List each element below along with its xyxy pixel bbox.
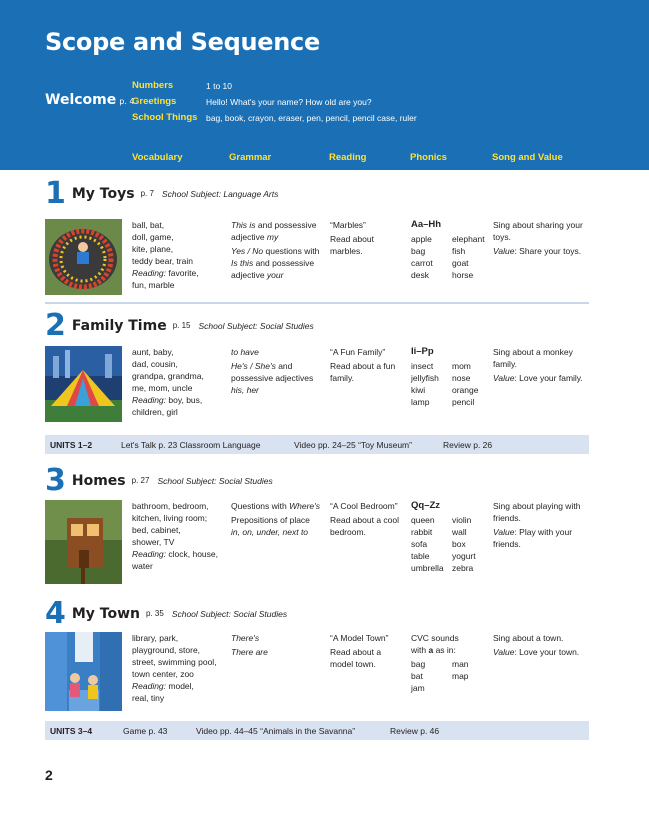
- unit-subject: School Subject: Language Arts: [161, 188, 279, 199]
- phonics-word: map: [452, 671, 469, 681]
- column-header-reading: Reading: [329, 152, 367, 163]
- reading-words: boy, bus,: [166, 395, 203, 405]
- vocab-reading: [132, 680, 229, 692]
- phonics-word: apple: [411, 234, 432, 244]
- vocab-line: library, park,: [132, 633, 179, 643]
- welcome-page: p. 4: [119, 97, 135, 106]
- value-words: : Play with your friends.: [493, 527, 573, 549]
- phonics-word: bag: [411, 246, 426, 256]
- grammar-italic: in, on, under, next to: [231, 527, 309, 537]
- grammar-text: and: [275, 361, 293, 371]
- grammar-italic: He's / She's: [231, 361, 276, 371]
- reading-words: children, girl: [132, 407, 178, 417]
- value-text: [493, 526, 589, 550]
- reading-words: clock, house,: [166, 549, 219, 559]
- unit-3-photo: [45, 500, 122, 584]
- phonics-word: violin: [452, 515, 472, 525]
- unit-page: p. 15: [172, 321, 191, 330]
- phonics-heading: Aa–Hh: [411, 219, 442, 230]
- value-words: : Love your family.: [514, 373, 583, 383]
- reading-words: model,: [166, 681, 194, 691]
- unit-1-reading: [330, 219, 405, 257]
- phonics-heading: Qq–Zz: [411, 500, 441, 511]
- unit-4-reading: [330, 632, 405, 670]
- unit-2-vocabulary: [132, 346, 226, 418]
- column-header-phonics: Phonics: [410, 152, 447, 163]
- unit-4-vocabulary: [132, 632, 229, 704]
- phonics-word: orange: [452, 385, 479, 395]
- column-header-vocabulary: Vocabulary: [132, 152, 183, 163]
- unit-1-grammar: [231, 219, 326, 281]
- unit-2-phonics: [411, 346, 493, 408]
- unit-3-grammar: [231, 500, 327, 538]
- phonics-word: box: [452, 539, 466, 549]
- review-bar-item: Let's Talk p. 23 Classroom Language: [121, 440, 261, 450]
- review-bar-item: Video pp. 44–45 “Animals in the Savanna”: [196, 726, 356, 736]
- value-words: : Love your town.: [514, 647, 580, 657]
- song-text: Sing about a monkey family.: [493, 347, 573, 369]
- grammar-text: and possessive: [253, 258, 315, 268]
- phonics-word: zebra: [452, 563, 474, 573]
- reading-description: Read about a fun family.: [330, 361, 396, 383]
- page-number: 2: [45, 767, 53, 783]
- reading-words: water: [132, 561, 153, 571]
- vocab-line: doll, game,: [132, 232, 174, 242]
- phonics-word: nose: [452, 373, 471, 383]
- unit-4-photo: [45, 632, 122, 711]
- unit-subject: School Subject: Social Studies: [157, 475, 273, 486]
- reading-title: “A Cool Bedroom”: [330, 501, 398, 511]
- unit-subject: School Subject: Social Studies: [171, 608, 288, 619]
- unit-2-title: [45, 308, 314, 343]
- vocab-line: grandpa, grandma,: [132, 371, 204, 381]
- grammar-text: adjective: [231, 232, 267, 242]
- vocab-line: me, mom, uncle: [132, 383, 193, 393]
- grammar-line: [231, 257, 326, 269]
- unit-page: p. 27: [131, 476, 150, 485]
- vocab-reading: [132, 267, 226, 279]
- review-bar-label: UNITS 3–4: [50, 726, 93, 736]
- unit-4-song-value: [493, 632, 589, 658]
- grammar-text: Prepositions of place: [231, 515, 310, 525]
- page-title: Scope and Sequence: [45, 28, 320, 56]
- unit-1-phonics: [411, 219, 493, 281]
- welcome-row-label: School Things: [132, 112, 198, 123]
- unit-3-reading: [330, 500, 408, 538]
- value-label: Value: [493, 527, 515, 537]
- phonics-word: pencil: [452, 397, 475, 407]
- value-label: Value: [493, 647, 515, 657]
- vocab-line: teddy bear, train: [132, 256, 193, 266]
- header-banner: [0, 0, 649, 170]
- phonics-heading-text: with: [411, 645, 429, 655]
- phonics-word: table: [411, 551, 430, 561]
- grammar-line: [231, 245, 326, 257]
- vocab-line: kitchen, living room;: [132, 513, 208, 523]
- reading-label: Reading:: [132, 549, 167, 559]
- song-text: Sing about playing with friends.: [493, 501, 581, 523]
- vocab-line: aunt, baby,: [132, 347, 174, 357]
- phonics-heading: [411, 644, 493, 656]
- unit-name: Family Time: [71, 317, 167, 334]
- unit-3-phonics: [411, 500, 493, 574]
- grammar-line: [231, 219, 326, 231]
- unit-1-title: [45, 176, 278, 211]
- unit-name: My Town: [71, 605, 141, 622]
- unit-4-grammar: [231, 632, 326, 658]
- unit-number: 1: [45, 176, 66, 211]
- unit-2-grammar: [231, 346, 326, 396]
- welcome-label: Welcome: [45, 92, 117, 108]
- value-label: Value: [493, 246, 515, 256]
- grammar-text: questions with: [263, 246, 320, 256]
- unit-number: 2: [45, 308, 66, 343]
- phonics-word: rabbit: [411, 527, 433, 537]
- phonics-words: [411, 233, 493, 281]
- unit-subject: School Subject: Social Studies: [198, 320, 314, 331]
- review-bar-item: Review p. 26: [443, 440, 493, 450]
- vocab-line: town center, zoo: [132, 669, 194, 679]
- unit-name: My Toys: [71, 185, 135, 202]
- phonics-heading-letter: a: [428, 645, 434, 655]
- review-bar-label: UNITS 1–2: [50, 440, 93, 450]
- song-text: Sing about a town.: [493, 633, 564, 643]
- phonics-word: horse: [452, 270, 474, 280]
- unit-3-title: [45, 463, 273, 498]
- phonics-word: carrot: [411, 258, 433, 268]
- unit-4-title: [45, 596, 287, 631]
- phonics-word: umbrella: [411, 563, 444, 573]
- unit-number: 3: [45, 463, 66, 498]
- phonics-words: [411, 514, 493, 574]
- phonics-word: yogurt: [452, 551, 476, 561]
- value-label: Value: [493, 373, 515, 383]
- value-text: [493, 245, 589, 257]
- grammar-italic: to have: [231, 347, 259, 357]
- phonics-word: desk: [411, 270, 429, 280]
- unit-2-reading: [330, 346, 405, 384]
- phonics-heading-text: as in:: [433, 645, 456, 655]
- phonics-words: [411, 658, 493, 694]
- unit-name: Homes: [71, 472, 126, 489]
- reading-words: fun, marble: [132, 280, 175, 290]
- vocab-line: shower, TV: [132, 537, 175, 547]
- unit-number: 4: [45, 596, 66, 631]
- reading-description: Read about marbles.: [330, 234, 374, 256]
- grammar-italic: There are: [231, 647, 268, 657]
- vocab-reading: [132, 394, 226, 406]
- unit-1-song-value: [493, 219, 589, 257]
- unit-1-photo: [45, 219, 122, 295]
- vocab-line: dad, cousin,: [132, 359, 178, 369]
- phonics-word: [452, 682, 492, 694]
- grammar-italic: This is: [231, 220, 256, 230]
- value-text: [493, 646, 589, 658]
- vocab-line: bathroom, bedroom,: [132, 501, 209, 511]
- grammar-text: possessive adjectives: [231, 373, 314, 383]
- reading-label: Reading:: [132, 395, 167, 405]
- reading-title: “A Model Town”: [330, 633, 389, 643]
- grammar-italic: There's: [231, 633, 260, 643]
- welcome-row-value: bag, book, crayon, eraser, pen, pencil, pencil case, ruler: [206, 113, 417, 123]
- value-text: [493, 372, 589, 384]
- unit-3-song-value: [493, 500, 589, 550]
- phonics-word: wall: [452, 527, 467, 537]
- phonics-word: jam: [411, 683, 425, 693]
- phonics-heading: Ii–Pp: [411, 346, 434, 357]
- welcome-row-value: 1 to 10: [206, 81, 232, 91]
- unit-4-phonics: [411, 632, 493, 694]
- review-bar-item: Game p. 43: [123, 726, 168, 736]
- reading-words: real, tiny: [132, 693, 165, 703]
- unit-page: p. 35: [146, 609, 164, 618]
- phonics-word: man: [452, 659, 469, 669]
- phonics-word: mom: [452, 361, 471, 371]
- review-bar-units-1-2: [45, 435, 589, 454]
- unit-page: p. 7: [140, 189, 154, 198]
- vocab-line: kite, plane,: [132, 244, 174, 254]
- phonics-word: queen: [411, 515, 435, 525]
- reading-title: “A Fun Family”: [330, 347, 386, 357]
- vocab-reading: [132, 548, 229, 560]
- reading-words: favorite,: [166, 268, 199, 278]
- phonics-words: [411, 360, 493, 408]
- phonics-word: goat: [452, 258, 469, 268]
- review-bar-item: Video pp. 24–25 “Toy Museum”: [294, 440, 412, 450]
- value-words: : Share your toys.: [514, 246, 582, 256]
- vocab-line: street, swimming pool,: [132, 657, 217, 667]
- reading-title: “Marbles”: [330, 220, 366, 230]
- grammar-line: [231, 231, 326, 243]
- vocab-line: bed, cabinet,: [132, 525, 181, 535]
- grammar-text: Questions with: [231, 501, 290, 511]
- section-divider: [45, 302, 589, 304]
- welcome-heading: [45, 92, 135, 108]
- grammar-line: [231, 360, 326, 372]
- grammar-italic: Yes / No: [231, 246, 264, 256]
- phonics-heading: CVC sounds: [411, 633, 459, 643]
- grammar-line: [231, 269, 326, 281]
- unit-2-song-value: [493, 346, 589, 384]
- welcome-row-label: Greetings: [132, 96, 177, 107]
- unit-3-vocabulary: [132, 500, 229, 572]
- grammar-line: [231, 500, 327, 512]
- phonics-word: bag: [411, 659, 426, 669]
- unit-1-vocabulary: [132, 219, 226, 291]
- grammar-italic: my: [266, 232, 279, 242]
- phonics-word: elephant: [452, 234, 485, 244]
- grammar-text: adjective: [231, 270, 267, 280]
- vocab-line: ball, bat,: [132, 220, 165, 230]
- welcome-row-label: Numbers: [132, 80, 174, 91]
- phonics-word: fish: [452, 246, 466, 256]
- phonics-word: kiwi: [411, 385, 426, 395]
- song-text: Sing about sharing your toys.: [493, 220, 583, 242]
- reading-label: Reading:: [132, 681, 167, 691]
- phonics-word: lamp: [411, 397, 430, 407]
- grammar-text: and possessive: [255, 220, 317, 230]
- unit-2-photo: [45, 346, 122, 422]
- grammar-italic: his, her: [231, 385, 259, 395]
- reading-description: Read about a model town.: [330, 647, 382, 669]
- phonics-word: jellyfish: [411, 373, 439, 383]
- phonics-word: insect: [411, 361, 434, 371]
- vocab-line: playground, store,: [132, 645, 201, 655]
- welcome-row-value: Hello! What's your name? How old are you?: [206, 97, 372, 107]
- column-header-grammar: Grammar: [229, 152, 272, 163]
- reading-description: Read about a cool bedroom.: [330, 515, 399, 537]
- reading-label: Reading:: [132, 268, 167, 278]
- review-bar-item: Review p. 46: [390, 726, 440, 736]
- review-bar-units-3-4: [45, 721, 589, 740]
- grammar-italic: Where's: [289, 501, 321, 511]
- phonics-word: bat: [411, 671, 423, 681]
- phonics-word: sofa: [411, 539, 428, 549]
- column-header-song-and-value: Song and Value: [492, 152, 563, 163]
- grammar-italic: your: [266, 270, 284, 280]
- grammar-italic: Is this: [231, 258, 254, 268]
